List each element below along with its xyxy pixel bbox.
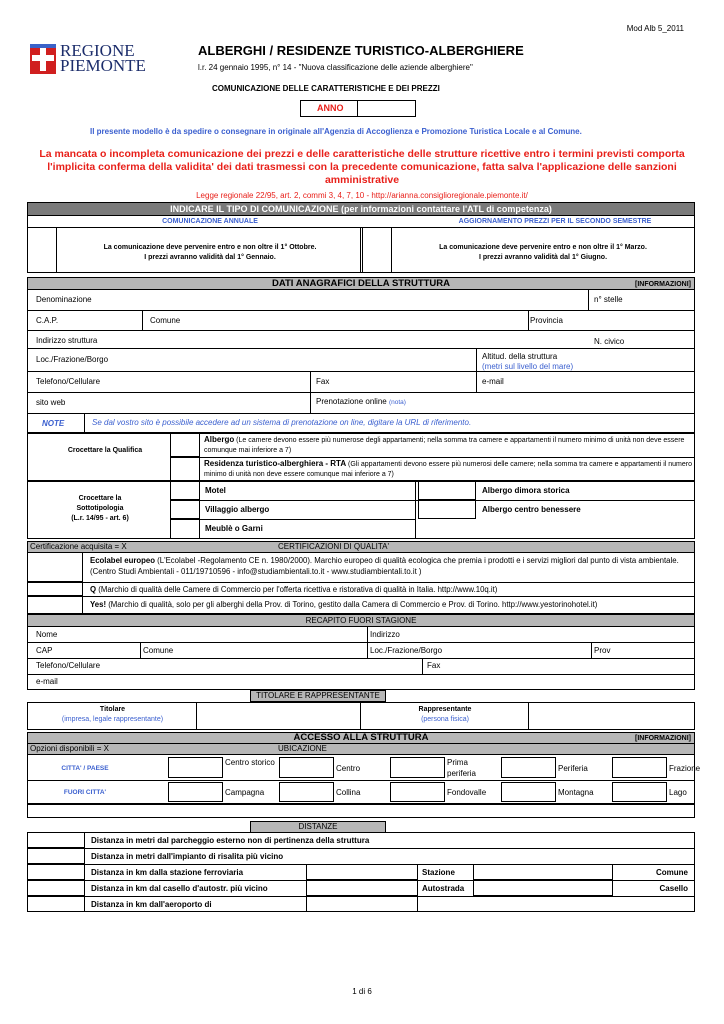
- lago-label: Lago: [669, 788, 687, 797]
- regione-piemonte-logo: [30, 44, 56, 74]
- altitudine-note: (metri sul livello del mare): [482, 362, 574, 371]
- recapito-comune-label: Comune: [143, 646, 174, 655]
- rappresentante-label: Rappresentante: [418, 706, 472, 713]
- meuble-label: Meublè o Garni: [205, 524, 263, 533]
- certificazioni-header: Certificazione acquisita = X CERTIFICAZIONI DI QUALITA': [27, 541, 695, 553]
- altitudine-label: Altitud. della struttura: [482, 352, 558, 361]
- page-number: 1 di 6: [352, 987, 372, 996]
- rappresentante-note: (persona fisica): [421, 716, 469, 723]
- q-checkbox[interactable]: [27, 582, 83, 596]
- stazione-name-input[interactable]: [473, 864, 613, 880]
- citta-label: CITTA' / PAESE: [61, 765, 109, 772]
- accesso-header: ACCESSO ALLA STRUTTURA [INFORMAZIONI]: [27, 732, 695, 744]
- recapito-header: RECAPITO FUORI STAGIONE: [27, 614, 695, 627]
- annuale-note: La comunicazione deve pervenire entro e non oltre il 1° Ottobre. I prezzi avranno validità dal 1° Gennaio.: [103, 244, 317, 261]
- autostrada-label: Autostrada: [422, 884, 465, 893]
- stelle-label: n° stelle: [594, 295, 623, 304]
- comune-label: Comune: [150, 316, 181, 325]
- meuble-checkbox[interactable]: [170, 519, 200, 539]
- casello-km-field[interactable]: [306, 880, 418, 896]
- stazione-km-field[interactable]: [306, 864, 418, 880]
- tipo-header: INDICARE IL TIPO DI COMUNICAZIONE (per informazioni contattare l'ATL di competenza): [27, 202, 695, 216]
- stazione-name-label: Stazione: [422, 868, 455, 877]
- opzioni-header: Opzioni disponibili = X UBICAZIONE: [27, 743, 695, 755]
- rta-desc: Residenza turistico-alberghiera - RTA (Gli appartamenti devono essere più numerosi delle camere; nella somma tra camere e appartamenti il numero minimo di unità non deve essere comunque mai inferiore a 7): [204, 459, 692, 478]
- note-text: Se dal vostro sito è possibile accedere ad un sistema di prenotazione on line, digitare la URL di riferimento.: [92, 418, 472, 427]
- recapito-indirizzo-label: Indirizzo: [370, 630, 400, 639]
- casello-distance-label: Distanza in km dal casello d'autostr. più vicino: [91, 884, 268, 893]
- dimora-label: Albergo dimora storica: [482, 486, 570, 495]
- stazione-comune-label: Comune: [656, 868, 688, 877]
- fax-label: Fax: [316, 377, 330, 386]
- montagna-checkbox[interactable]: [501, 782, 556, 802]
- recapito-prov-label: Prov: [594, 646, 611, 655]
- recapito-localita-label: Loc./Frazione/Borgo: [370, 646, 443, 655]
- ecolabel-checkbox[interactable]: [27, 552, 83, 582]
- benessere-checkbox[interactable]: [418, 500, 476, 519]
- law-reference: l.r. 24 gennaio 1995, n° 14 - "Nuova classificazione delle aziende alberghiere": [198, 63, 473, 72]
- aggiornamento-checkbox[interactable]: [362, 227, 392, 273]
- law-link[interactable]: Legge regionale 22/95, art. 2, commi 3, 4, 7, 10 - http://arianna.consiglioregionale.piemonte.it/: [196, 191, 528, 200]
- periferia-checkbox[interactable]: [501, 757, 556, 778]
- montagna-label: Montagna: [558, 788, 594, 797]
- email-label: e-mail: [482, 377, 504, 386]
- titolare-note: (impresa, legale rappresentante): [61, 716, 164, 723]
- lago-checkbox[interactable]: [612, 782, 667, 802]
- casello-label: Casello: [659, 884, 688, 893]
- notice-blue: Il presente modello è da spedire o consegnare in originale all'Agenzia di Accoglienza e Promozione Turistica Locale e al Comune.: [90, 127, 582, 136]
- aggiornamento-label: AGGIORNAMENTO PREZZI PER IL SECONDO SEMESTRE: [458, 218, 652, 225]
- motel-label: Motel: [205, 486, 226, 495]
- annuale-label: COMUNICAZIONE ANNUALE: [162, 218, 258, 225]
- fondovalle-checkbox[interactable]: [390, 782, 445, 802]
- centro-label: Centro: [336, 764, 361, 773]
- yes-desc: Yes! (Marchio di qualità, solo per gli alberghi della Prov. di Torino, gestito dalla Camera di Commercio e Prov. di Torino. http://www.yestorinohotel.it): [90, 600, 598, 609]
- stazione-label: Distanza in km dalla stazione ferroviaria: [91, 868, 244, 877]
- denominazione-label: Denominazione: [36, 295, 92, 304]
- autostrada-input[interactable]: [473, 880, 613, 896]
- campagna-checkbox[interactable]: [168, 782, 223, 802]
- sito-label: sito web: [36, 398, 66, 407]
- distanze-header: DISTANZE: [250, 821, 386, 833]
- centro-checkbox[interactable]: [279, 757, 334, 778]
- note-label: NOTE: [42, 419, 65, 428]
- aeroporto-name-input[interactable]: [306, 896, 418, 912]
- q-desc: Q (Marchio di qualità delle Camere di Commercio per l'offerta ricettiva e ristorativa di qualità in Italia. http://www.10q.it): [90, 585, 498, 594]
- page-title: ALBERGHI / RESIDENZE TURISTICO-ALBERGHIERE: [198, 43, 524, 58]
- rta-checkbox[interactable]: [170, 457, 200, 481]
- indirizzo-label: Indirizzo struttura: [36, 336, 98, 345]
- albergo-checkbox[interactable]: [170, 433, 200, 457]
- frazione-checkbox[interactable]: [612, 757, 667, 778]
- motel-checkbox[interactable]: [170, 481, 200, 500]
- mod-code: Mod Alb 5_2011: [626, 24, 684, 33]
- shield-icon: [30, 44, 56, 74]
- qualifica-label: Crocettare la Qualifica: [67, 447, 143, 454]
- villaggio-label: Villaggio albergo: [205, 505, 270, 514]
- benessere-label: Albergo centro benessere: [482, 505, 581, 514]
- cap-label: C.A.P.: [36, 316, 59, 325]
- parcheggio-label: Distanza in metri dal parcheggio esterno non di pertinenza della struttura: [91, 836, 370, 845]
- centro-storico-label: Centro storico: [225, 758, 275, 767]
- prima-periferia-checkbox[interactable]: [390, 757, 445, 778]
- spacer-row: [27, 804, 695, 818]
- prenotazione-label: Prenotazione online (nota): [316, 397, 406, 406]
- campagna-label: Campagna: [225, 788, 265, 797]
- subtitle: COMUNICAZIONE DELLE CARATTERISTICHE E DEI PREZZI: [212, 84, 440, 93]
- anno-field[interactable]: ANNO: [300, 100, 416, 117]
- recapito-email-label: e-mail: [36, 677, 58, 686]
- accesso-info-link[interactable]: [INFORMAZIONI]: [635, 735, 691, 742]
- annuale-checkbox[interactable]: [27, 227, 57, 273]
- recapito-cap-label: CAP: [36, 646, 53, 655]
- yes-checkbox[interactable]: [27, 596, 83, 614]
- albergo-desc: Albergo (Le camere devono essere più numerose degli appartamenti; nella somma tra camere e appartamenti il numero minimo di unità non deve essere comunque mai inferiore a 7): [204, 435, 685, 454]
- recapito-fax-label: Fax: [427, 661, 441, 670]
- anagrafici-header: DATI ANAGRAFICI DELLA STRUTTURA [INFORMAZIONI]: [27, 277, 695, 290]
- stazione-km-input[interactable]: [27, 864, 85, 880]
- ubicazione-section: [27, 754, 695, 804]
- titolare-label: Titolare: [99, 706, 126, 713]
- telefono-label: Telefono/Cellulare: [36, 377, 101, 386]
- warning-red: La mancata o incompleta comunicazione dei prezzi e delle caratteristiche delle strutture ricettive entro i termini previsti comporta l'implicita conferma della validita' dei dati trasmessi con la precedente comunicazione, fatta salva l'applicazione delle sanzioni amministrative: [39, 148, 685, 186]
- civico-label: N. civico: [594, 337, 625, 346]
- villaggio-checkbox[interactable]: [170, 500, 200, 519]
- casello-km-input[interactable]: [27, 880, 85, 896]
- aggiornamento-note: La comunicazione deve pervenire entro e non oltre il 1° Marzo. I prezzi avranno validità dal 1° Giugno.: [439, 244, 647, 261]
- ecolabel-desc: Ecolabel europeo (L'Ecolabel -Regolamento CE n. 1980/2000). Marchio europeo di qualità ecologica che premia i prodotti e i servizi migliori dal punto di vista ambientale. (Centro Studi Ambientali - 011/19710596 - info@studiambientali.to.it - www.studiambientali.to.it ): [90, 556, 679, 576]
- risalita-label: Distanza in metri dall'impianto di risalita più vicino: [91, 852, 284, 861]
- collina-label: Collina: [336, 788, 361, 797]
- aeroporto-label: Distanza in km dall'aeroporto di: [91, 900, 212, 909]
- titolare-header: TITOLARE E RAPPRESENTANTE: [250, 690, 386, 702]
- rappresentante-input[interactable]: [528, 702, 695, 730]
- sottotipologia-label: Crocettare la Sottotipologia (L.r. 14/95 - art. 6): [71, 495, 129, 522]
- parcheggio-input[interactable]: [27, 832, 85, 848]
- titolare-input[interactable]: [196, 702, 361, 730]
- dimora-checkbox[interactable]: [418, 481, 476, 500]
- collina-checkbox[interactable]: [279, 782, 334, 802]
- recapito-telefono-label: Telefono/Cellulare: [36, 661, 101, 670]
- risalita-input[interactable]: [27, 848, 85, 864]
- aeroporto-km-input[interactable]: [27, 896, 85, 912]
- frazione-label: Frazione: [669, 764, 701, 773]
- prima-periferia-label: Prima periferia: [447, 758, 476, 778]
- info-link[interactable]: [INFORMAZIONI]: [635, 281, 691, 288]
- periferia-label: Periferia: [558, 764, 588, 773]
- centro-storico-checkbox[interactable]: [168, 757, 223, 778]
- provincia-label: Provincia: [530, 316, 563, 325]
- logo-text: REGIONE PIEMONTE: [60, 41, 146, 75]
- localita-label: Loc./Frazione/Borgo: [36, 355, 109, 364]
- fondovalle-label: Fondovalle: [447, 788, 487, 797]
- fuori-label: FUORI CITTA': [63, 789, 107, 796]
- recapito-nome-label: Nome: [36, 630, 58, 639]
